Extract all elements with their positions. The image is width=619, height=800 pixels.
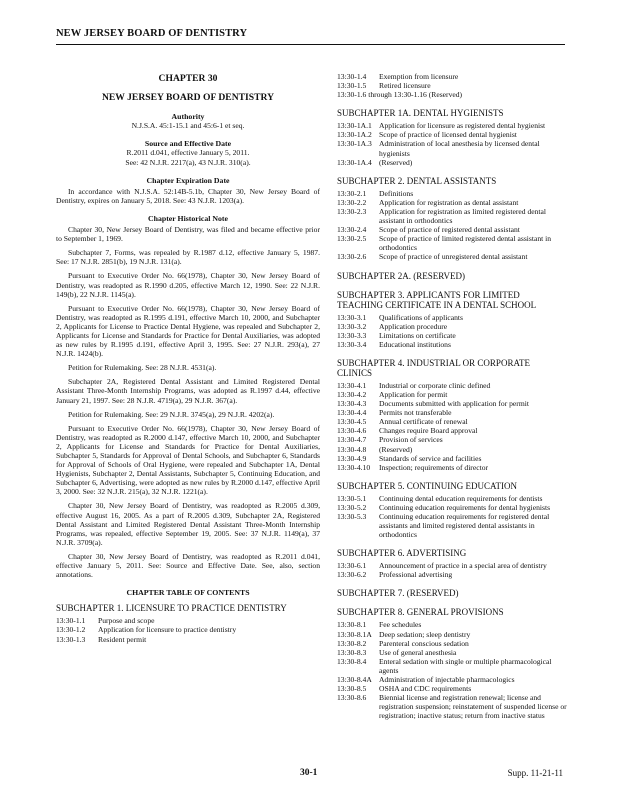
section-title: Scope of practice of unregistered dental assistant xyxy=(379,252,528,262)
history-paragraph: Subchapter 2A, Registered Dental Assistant and Limited Registered Dental Assistant Three-Month Internship Programs, was adopted as R.1997 d.44, effective January 21, 1997. See: 28 N.J.R. 4719(a), 29 N.J.R. 367(a). xyxy=(56,377,320,405)
section-number: 13:30-4.4 xyxy=(337,408,367,418)
left-column xyxy=(56,72,320,762)
header-rule xyxy=(56,44,565,45)
section-title: Administration of injectable pharmacologics xyxy=(379,675,515,685)
subchapter-title: SUBCHAPTER 1A. DENTAL HYGIENISTS xyxy=(337,108,504,119)
toc-entry xyxy=(337,463,567,472)
section-title: Retired licensure xyxy=(379,81,431,91)
section-number: 13:30-2.5 xyxy=(337,234,367,244)
toc-entry xyxy=(337,445,567,454)
history-paragraph: Petition for Rulemaking. See: 28 N.J.R. 4531(a). xyxy=(68,363,217,373)
section-title: Fee schedules xyxy=(379,620,422,630)
toc-entry xyxy=(337,252,567,261)
history-paragraph: Pursuant to Executive Order No. 66(1978), Chapter 30, New Jersey Board of Dentistry, was readopted as R.1990 d.205, effective March 12, 1990. See: 22 N.J.R. 149(b), 22 N.J.R. 1145(a). xyxy=(56,271,320,299)
toc-entry xyxy=(337,693,567,720)
subchapter-title: SUBCHAPTER 8. GENERAL PROVISIONS xyxy=(337,607,504,618)
toc-entry xyxy=(337,561,567,570)
history-paragraph: Pursuant to Executive Order No. 66(1978), Chapter 30, New Jersey Board of Dentistry, was readopted as R.2000 d.147, effective March 10, 2000, and Subchapter 2, Applicants for License and Standards for Practice for Dental Auxiliaries, Subchapter 5, Standards for Approval of Dental Schools, and Subchapter 6, Standards for Approval of Schools of Oral Hygiene, were repealed and Subchapter 1A, Dental Hygienists, Subchapter 2, Dental Assistants, Subchapter 5, Continuing Education, and Subchapter 6, Advertising, were adopted as new rules by R.2000 d.147, effective April 3, 2000. See: 32 N.J.R. 215(a), 32 N.J.R. 1221(a). xyxy=(56,423,320,497)
toc-entry xyxy=(337,503,567,512)
section-number: 13:30-1.1 xyxy=(56,616,86,626)
section-title: Educational institutions xyxy=(379,339,451,349)
section-number: 13:30-2.6 xyxy=(337,252,367,262)
toc-entry xyxy=(337,620,567,629)
section-title: Standards of service and facilities xyxy=(379,453,482,463)
toc-entry xyxy=(337,198,567,207)
section-number: 13:30-1A.4 xyxy=(337,157,372,167)
toc-entry xyxy=(337,675,567,684)
history-paragraph: Subchapter 7, Forms, was repealed by R.1987 d.12, effective January 5, 1987. See: 17 N.J.R. 2851(b), 19 N.J.R. 131(a). xyxy=(56,248,320,267)
authority-text: N.J.S.A. 45:1-15.1 and 45:6-1 et seq. xyxy=(131,121,245,131)
history-paragraph: Chapter 30, New Jersey Board of Dentistry, was readopted as R.2011 d.041, effective January 5, 2011. See: Source and Effective Date. See, also, section annotations. xyxy=(56,551,320,580)
section-number: 13:30-8.1 xyxy=(337,620,367,630)
section-number: 13:30-2.1 xyxy=(337,188,367,198)
toc-entry xyxy=(337,454,567,463)
section-title: Application for registration as dental assistant xyxy=(379,197,519,207)
subchapter-title: SUBCHAPTER 2. DENTAL ASSISTANTS xyxy=(337,175,497,186)
section-title: Continuing dental education requirements for dentists xyxy=(379,493,543,503)
subchapter-title: SUBCHAPTER 4. INDUSTRIAL OR CORPORATE CLINICS xyxy=(337,357,530,378)
section-title: Industrial or corporate clinic defined xyxy=(379,380,491,390)
toc-entry xyxy=(337,139,567,157)
toc-entry xyxy=(337,426,567,435)
section-number: 13:30-4.9 xyxy=(337,453,367,463)
toc-entry xyxy=(337,340,567,349)
section-title: Annual certificate of renewal xyxy=(379,417,468,427)
running-head: NEW JERSEY BOARD OF DENTISTRY xyxy=(56,28,248,39)
section-number: 13:30-1.5 xyxy=(337,81,367,91)
section-number: 13:30-8.4 xyxy=(337,656,367,666)
section-number: 13:30-2.2 xyxy=(337,197,367,207)
section-title: Deep sedation; sleep dentistry xyxy=(379,629,471,639)
toc-entry xyxy=(337,639,567,648)
chapter-number: CHAPTER 30 xyxy=(158,73,218,84)
right-column xyxy=(337,72,567,762)
section-number: 13:30-1A.1 xyxy=(337,121,372,131)
section-title: Application for licensure to practice dentistry xyxy=(98,625,237,635)
section-title: Exemption from licensure xyxy=(379,72,459,81)
history-paragraph: Chapter 30, New Jersey Board of Dentistry, was filed and became effective prior to September 1, 1969. xyxy=(56,225,320,244)
section-title: Purpose and scope xyxy=(98,616,155,626)
section-title: (Reserved) xyxy=(379,157,413,167)
history-heading: Chapter Historical Note xyxy=(148,213,228,223)
toc-entry xyxy=(337,322,567,331)
section-number: 13:30-8.4A xyxy=(337,675,372,685)
section-title: Application procedure xyxy=(379,321,448,331)
toc-entry xyxy=(337,189,567,198)
section-number: 13:30-3.4 xyxy=(337,339,367,349)
toc-entry xyxy=(337,630,567,639)
subchapter-title: SUBCHAPTER 2A. (RESERVED) xyxy=(337,270,466,281)
history-paragraph: Petition for Rulemaking. See: 29 N.J.R. 3745(a), 29 N.J.R. 4202(a). xyxy=(68,409,275,419)
section-number: 13:30-1.4 xyxy=(337,72,367,81)
source-line: See: 42 N.J.R. 2217(a), 43 N.J.R. 310(a). xyxy=(125,157,251,167)
toc-entry xyxy=(337,130,567,139)
section-title: Changes require Board approval xyxy=(379,426,478,436)
section-number: 13:30-6.1 xyxy=(337,561,367,571)
section-number: 13:30-1.2 xyxy=(56,625,86,635)
section-number: 13:30-1.3 xyxy=(56,634,86,644)
toc-heading: CHAPTER TABLE OF CONTENTS xyxy=(126,588,250,598)
section-title: Scope of practice of registered dental assistant xyxy=(379,225,520,235)
toc-entry xyxy=(337,648,567,657)
section-number: 13:30-5.2 xyxy=(337,502,367,512)
section-title: Documents submitted with application for permit xyxy=(379,399,529,409)
toc-entry xyxy=(337,390,567,399)
section-title: Biennial license and registration renewal; license and registration suspension; reinstatement of suspended license or registration; inactive status; return from inactive status xyxy=(379,693,567,721)
section-title: Enteral sedation with single or multiple pharmacological agents xyxy=(379,656,552,675)
section-title: Provision of services xyxy=(379,435,443,445)
expiration-heading: Chapter Expiration Date xyxy=(146,175,230,185)
subchapter-title: SUBCHAPTER 3. APPLICANTS FOR LIMITED TEACHING CERTIFICATE IN A DENTAL SCHOOL xyxy=(337,289,537,310)
supplement-date: Supp. 11-21-11 xyxy=(507,768,563,778)
section-title: Application for permit xyxy=(379,389,448,399)
toc-entry xyxy=(337,225,567,234)
source-heading: Source and Effective Date xyxy=(144,139,232,149)
section-title: Permits not transferable xyxy=(379,408,452,418)
section-number: 13:30-4.3 xyxy=(337,399,367,409)
toc-entry xyxy=(337,72,567,81)
page-number: 30-1 xyxy=(300,768,318,778)
section-number: 13:30-3.2 xyxy=(337,321,367,331)
subchapter-title: SUBCHAPTER 1. LICENSURE TO PRACTICE DENTISTRY xyxy=(56,603,287,614)
expiration-text: In accordance with N.J.S.A. 52:14B-5.1b, Chapter 30, New Jersey Board of Dentistry, expires on January 5, 2018. See: 43 N.J.R. 1203(a). xyxy=(56,186,320,205)
section-number: 13:30-8.1A xyxy=(337,629,372,639)
toc-entry xyxy=(337,657,567,675)
section-title: Announcement of practice in a special area of dentistry xyxy=(379,561,547,571)
section-number: 13:30-2.4 xyxy=(337,225,367,235)
section-title: Scope of practice of licensed dental hygienist xyxy=(379,130,517,140)
section-title: OSHA and CDC requirements xyxy=(379,684,472,694)
toc-entry xyxy=(56,625,320,634)
section-title: Administration of local anesthesia by licensed dental hygienists xyxy=(379,139,540,158)
toc-entry xyxy=(337,381,567,390)
toc-entry xyxy=(337,684,567,693)
section-number: 13:30-4.10 xyxy=(337,462,371,472)
section-title: Continuing education requirements for registered dental assistants and limited registered dental assistants in orthodontics xyxy=(379,512,550,540)
authority-heading: Authority xyxy=(171,112,205,122)
section-title: Scope of practice of limited registered dental assistant in orthodontics xyxy=(379,234,552,253)
toc-entry xyxy=(337,435,567,444)
toc-entry xyxy=(337,313,567,322)
section-number: 13:30-8.6 xyxy=(337,693,367,703)
section-number: 13:30-1A.3 xyxy=(337,139,372,149)
subchapter-title: SUBCHAPTER 5. CONTINUING EDUCATION xyxy=(337,480,517,491)
section-title: Continuing education requirements for dental hygienists xyxy=(379,502,551,512)
section-title: Use of general anesthesia xyxy=(379,647,457,657)
section-title: Inspection; requirements of director xyxy=(379,462,489,472)
toc-entry xyxy=(337,158,567,167)
section-title: (Reserved) xyxy=(379,444,413,454)
toc-entry xyxy=(337,399,567,408)
section-title: Application for licensure as registered dental hygienist xyxy=(379,121,546,131)
section-number: 13:30-3.1 xyxy=(337,312,367,322)
section-number: 13:30-8.2 xyxy=(337,638,367,648)
toc-entry xyxy=(56,635,320,644)
section-title: Application for registration as limited registered dental assistant in orthodontics xyxy=(379,206,547,226)
section-title: Qualifications of applicants xyxy=(379,312,463,322)
toc-entry xyxy=(337,234,567,252)
section-number: 13:30-5.1 xyxy=(337,493,367,503)
toc-entry xyxy=(337,512,567,539)
subchapter-title: SUBCHAPTER 6. ADVERTISING xyxy=(337,548,467,559)
section-number: 13:30-8.3 xyxy=(337,647,367,657)
section-number: 13:30-1A.2 xyxy=(337,130,372,140)
section-number: 13:30-4.8 xyxy=(337,444,367,454)
section-number: 13:30-4.1 xyxy=(337,380,367,390)
section-number: 13:30-4.5 xyxy=(337,417,367,427)
section-number: 13:30-2.3 xyxy=(337,206,367,216)
section-title: Parenteral conscious sedation xyxy=(379,638,469,648)
toc-entry xyxy=(337,81,567,90)
toc-entry xyxy=(337,494,567,503)
toc-entry xyxy=(337,121,567,130)
toc-entry xyxy=(337,408,567,417)
toc-entry xyxy=(337,331,567,340)
section-title: 13:30-1.6 through 13:30-1.16 (Reserved) xyxy=(337,90,463,100)
section-title: Limitations on certificate xyxy=(379,330,456,340)
section-title: Resident permit xyxy=(98,634,147,644)
section-number: 13:30-3.3 xyxy=(337,330,367,340)
source-line: R.2011 d.041, effective January 5, 2011. xyxy=(126,148,250,158)
chapter-title: NEW JERSEY BOARD OF DENTISTRY xyxy=(101,92,275,104)
subchapter-title: SUBCHAPTER 7. (RESERVED) xyxy=(337,588,459,599)
section-number: 13:30-8.5 xyxy=(337,684,367,694)
section-number: 13:30-4.2 xyxy=(337,389,367,399)
section-number: 13:30-5.3 xyxy=(337,512,367,521)
toc-entry xyxy=(337,90,567,99)
toc-entry xyxy=(56,616,320,625)
section-number: 13:30-6.2 xyxy=(337,570,367,580)
section-title: Professional advertising xyxy=(379,570,453,580)
history-paragraph: Pursuant to Executive Order No. 66(1978), Chapter 30, New Jersey Board of Dentistry, was readopted as R.1995 d.191, effective March 10, 2000, and Subchapter 2, Applicants for License to Practice Dental Hygiene, was repealed and Subchapter 2, Applicants for License and Standards for Practice for Dental Auxiliaries, was adopted as new rules by R.1995 d.191, effective April 3, 1995. See: 27 N.J.R. 293(a), 27 N.J.R. 1424(b). xyxy=(56,303,320,359)
toc-entry xyxy=(337,417,567,426)
section-title: Definitions xyxy=(379,188,414,198)
toc-entry xyxy=(337,207,567,225)
section-number: 13:30-4.7 xyxy=(337,435,367,445)
history-paragraph: Chapter 30, New Jersey Board of Dentistry, was readopted as R.2005 d.309, effective August 16, 2005. As a part of R.2005 d.309, Subchapter 2A, Registered Dental Assistant and Limited Registered Dental Assistant Three-Month Internship Programs, was repealed, effective September 19, 2005. See: 37 N.J.R. 1149(a), 37 N.J.R. 3709(a). xyxy=(56,501,320,547)
section-number: 13:30-4.6 xyxy=(337,426,367,436)
toc-entry xyxy=(337,570,567,579)
